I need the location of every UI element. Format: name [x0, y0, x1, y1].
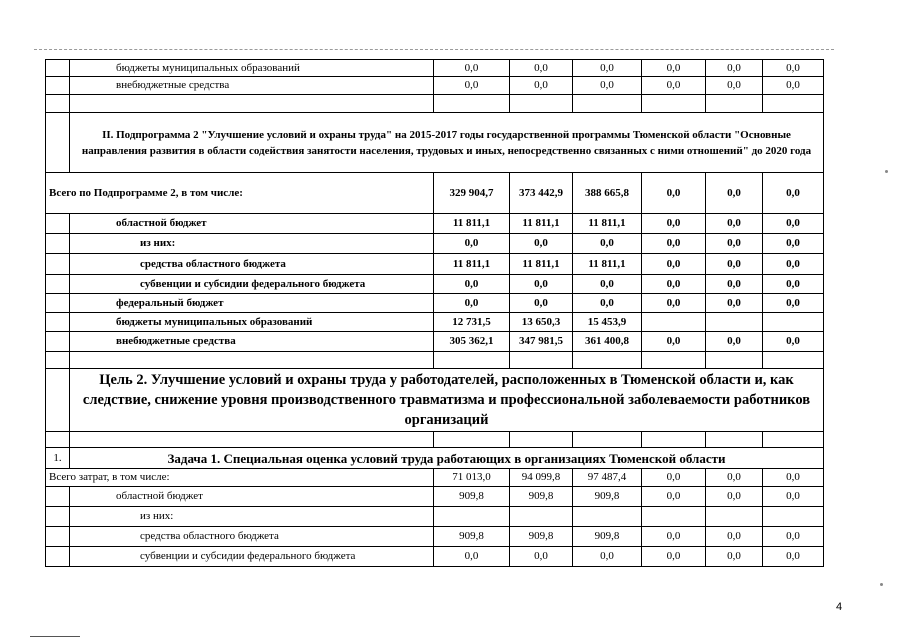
value-cell: 0,0 — [642, 254, 706, 275]
value-cell: 0,0 — [434, 294, 510, 313]
goal-heading: Цель 2. Улучшение условий и охраны труда у работодателей, расположенных в Тюменской области и, как следствие, снижение уровня производственного травматизма и профессиональной заболеваемости работников организаций — [70, 369, 824, 432]
value-cell: 0,0 — [642, 60, 706, 77]
value-cell: 0,0 — [434, 77, 510, 95]
value-cell — [706, 507, 763, 527]
value-cell: 11 811,1 — [573, 254, 642, 275]
row-label: внебюджетные средства — [70, 332, 434, 352]
value-cell: 361 400,8 — [573, 332, 642, 352]
value-cell: 909,8 — [510, 487, 573, 507]
value-cell: 909,8 — [573, 487, 642, 507]
table-row — [46, 214, 824, 234]
value-cell: 0,0 — [763, 254, 824, 275]
subprogram-heading: II. Подпрограмма 2 "Улучшение условий и охраны труда" на 2015-2017 годы государственной программы Тюменской области "Основные направления развития в области содействия занятости населения, трудовых и иных, непосредственно связанных с ними отношений" до 2020 года — [70, 113, 824, 173]
table-row — [46, 254, 824, 275]
value-cell: 11 811,1 — [510, 254, 573, 275]
row-number-cell — [46, 113, 70, 173]
scan-speck — [880, 583, 883, 586]
value-cell: 305 362,1 — [434, 332, 510, 352]
value-cell: 0,0 — [642, 294, 706, 313]
row-label: средства областного бюджета — [70, 254, 434, 275]
value-cell: 0,0 — [573, 60, 642, 77]
task-number: 1. — [46, 448, 70, 469]
row-label: областной бюджет — [70, 214, 434, 234]
row-label: федеральный бюджет — [70, 294, 434, 313]
row-label: средства областного бюджета — [70, 527, 434, 547]
value-cell: 0,0 — [510, 275, 573, 294]
row-number-cell — [46, 60, 70, 77]
value-cell: 0,0 — [642, 487, 706, 507]
value-cell: 11 811,1 — [434, 254, 510, 275]
row-label: Всего затрат, в том числе: — [46, 469, 434, 487]
value-cell: 0,0 — [642, 332, 706, 352]
value-cell — [573, 507, 642, 527]
value-cell: 0,0 — [642, 234, 706, 254]
top-scan-line — [34, 49, 834, 50]
value-cell: 0,0 — [510, 294, 573, 313]
empty-row — [46, 432, 824, 448]
row-label: из них: — [70, 507, 434, 527]
value-cell: 909,8 — [510, 527, 573, 547]
row-number-cell — [46, 369, 70, 432]
value-cell: 0,0 — [573, 275, 642, 294]
value-cell: 0,0 — [642, 77, 706, 95]
value-cell: 11 811,1 — [510, 214, 573, 234]
table-row — [46, 332, 824, 352]
value-cell: 0,0 — [706, 469, 763, 487]
value-cell: 373 442,9 — [510, 173, 573, 214]
row-label: бюджеты муниципальных образований — [70, 313, 434, 332]
table-row — [46, 527, 824, 547]
value-cell: 11 811,1 — [434, 214, 510, 234]
value-cell: 0,0 — [573, 294, 642, 313]
table-row — [46, 547, 824, 567]
table-row — [46, 507, 824, 527]
value-cell: 0,0 — [763, 469, 824, 487]
subprogram-total-row — [46, 173, 824, 214]
value-cell: 71 013,0 — [434, 469, 510, 487]
value-cell: 0,0 — [763, 527, 824, 547]
table-row — [46, 275, 824, 294]
subprogram-heading-row — [46, 113, 824, 173]
value-cell — [510, 507, 573, 527]
value-cell: 0,0 — [573, 77, 642, 95]
row-label: субвенции и субсидии федерального бюджета — [70, 275, 434, 294]
value-cell: 0,0 — [763, 214, 824, 234]
value-cell: 0,0 — [642, 214, 706, 234]
row-label: внебюджетные средства — [70, 77, 434, 95]
value-cell: 0,0 — [706, 275, 763, 294]
value-cell: 11 811,1 — [573, 214, 642, 234]
value-cell: 94 099,8 — [510, 469, 573, 487]
row-label: Всего по Подпрограмме 2, в том числе: — [46, 173, 434, 214]
row-number-cell — [46, 77, 70, 95]
value-cell: 909,8 — [573, 527, 642, 547]
value-cell: 347 981,5 — [510, 332, 573, 352]
row-label: бюджеты муниципальных образований — [70, 60, 434, 77]
value-cell: 0,0 — [434, 275, 510, 294]
value-cell — [706, 313, 763, 332]
table-row — [46, 313, 824, 332]
value-cell — [642, 313, 706, 332]
value-cell: 0,0 — [510, 234, 573, 254]
value-cell: 909,8 — [434, 527, 510, 547]
task-title: Задача 1. Специальная оценка условий труда работающих в организациях Тюменской области — [70, 448, 824, 469]
value-cell — [763, 507, 824, 527]
value-cell: 0,0 — [434, 60, 510, 77]
table-row — [46, 294, 824, 313]
value-cell: 0,0 — [573, 234, 642, 254]
bottom-scan-line — [30, 636, 80, 637]
row-label: из них: — [70, 234, 434, 254]
value-cell: 0,0 — [763, 234, 824, 254]
value-cell: 0,0 — [642, 547, 706, 567]
table-row — [46, 487, 824, 507]
value-cell: 0,0 — [706, 332, 763, 352]
value-cell: 0,0 — [706, 487, 763, 507]
value-cell: 0,0 — [706, 254, 763, 275]
value-cell: 909,8 — [434, 487, 510, 507]
value-cell: 0,0 — [706, 60, 763, 77]
row-label: областной бюджет — [70, 487, 434, 507]
empty-row — [46, 95, 824, 113]
value-cell: 0,0 — [642, 469, 706, 487]
value-cell: 388 665,8 — [573, 173, 642, 214]
value-cell: 0,0 — [706, 77, 763, 95]
table-row — [46, 469, 824, 487]
value-cell: 0,0 — [573, 547, 642, 567]
value-cell: 0,0 — [642, 527, 706, 547]
value-cell: 0,0 — [510, 547, 573, 567]
value-cell: 0,0 — [763, 77, 824, 95]
value-cell: 0,0 — [642, 275, 706, 294]
value-cell — [434, 507, 510, 527]
value-cell: 0,0 — [434, 547, 510, 567]
value-cell: 0,0 — [706, 294, 763, 313]
value-cell: 0,0 — [642, 173, 706, 214]
empty-row — [46, 352, 824, 369]
value-cell: 0,0 — [434, 234, 510, 254]
value-cell: 97 487,4 — [573, 469, 642, 487]
value-cell: 13 650,3 — [510, 313, 573, 332]
value-cell: 0,0 — [706, 527, 763, 547]
value-cell: 0,0 — [763, 275, 824, 294]
value-cell: 0,0 — [706, 214, 763, 234]
value-cell: 0,0 — [706, 547, 763, 567]
row-label: субвенции и субсидии федерального бюджета — [70, 547, 434, 567]
value-cell: 12 731,5 — [434, 313, 510, 332]
value-cell: 0,0 — [510, 77, 573, 95]
task-heading-row — [46, 448, 824, 469]
value-cell: 0,0 — [763, 332, 824, 352]
value-cell — [763, 313, 824, 332]
table-row — [46, 234, 824, 254]
value-cell: 0,0 — [763, 487, 824, 507]
value-cell: 0,0 — [763, 547, 824, 567]
value-cell: 0,0 — [763, 173, 824, 214]
budget-table — [45, 59, 824, 567]
value-cell: 0,0 — [706, 234, 763, 254]
value-cell: 0,0 — [763, 294, 824, 313]
value-cell: 0,0 — [763, 60, 824, 77]
value-cell — [642, 507, 706, 527]
goal-heading-row — [46, 369, 824, 432]
scan-speck — [885, 170, 888, 173]
value-cell: 15 453,9 — [573, 313, 642, 332]
value-cell: 0,0 — [510, 60, 573, 77]
value-cell: 0,0 — [706, 173, 763, 214]
page-number: 4 — [836, 601, 843, 613]
value-cell: 329 904,7 — [434, 173, 510, 214]
table-row — [46, 60, 824, 77]
table-row — [46, 77, 824, 95]
